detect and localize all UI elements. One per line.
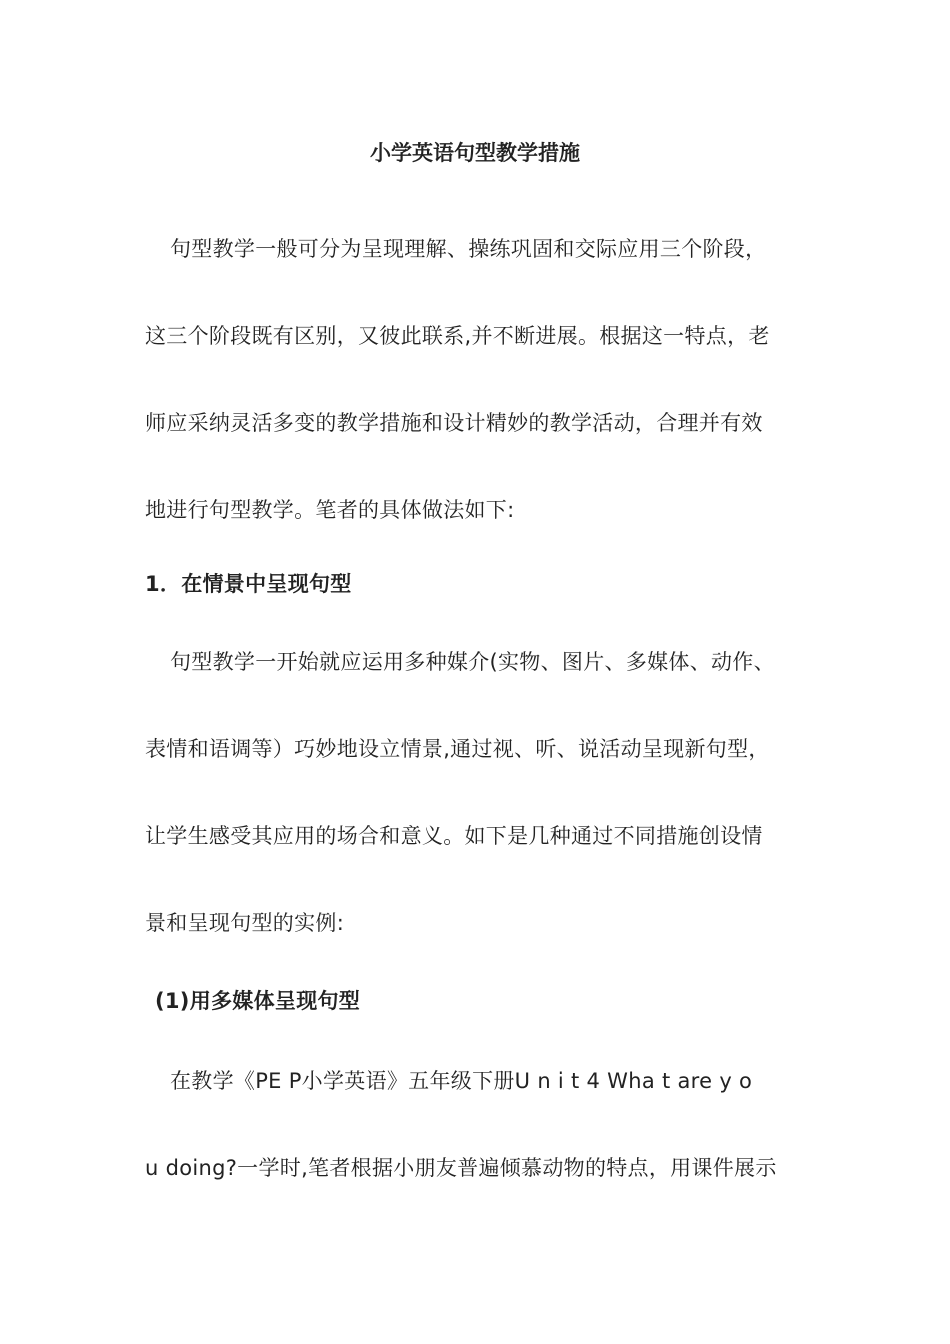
paragraph-3-line-2: u doing?一学时,笔者根据小朋友普遍倾慕动物的特点，用课件展示 (145, 1156, 777, 1180)
document-title: 小学英语句型教学措施 (370, 141, 580, 165)
paragraph-2-line-1: 句型教学一开始就应运用多种媒介(实物、图片、多媒体、动作、 (170, 650, 775, 674)
paragraph-1-line-2: 这三个阶段既有区别，又彼此联系,并不断进展。根据这一特点，老 (145, 324, 770, 348)
section-1-heading: 1．在情景中呈现句型 (145, 572, 352, 596)
paragraph-3-line-1: 在教学《PE P小学英语》五年级下册U n i t 4 Wha t are y o (170, 1069, 753, 1093)
paragraph-1-line-4: 地进行句型教学。笔者的具体做法如下: (145, 498, 515, 522)
paragraph-1-line-1: 句型教学一般可分为呈现理解、操练巩固和交际应用三个阶段， (170, 237, 767, 261)
paragraph-1-line-3: 师应采纳灵活多变的教学措施和设计精妙的教学活动，合理并有效 (145, 411, 763, 435)
subsection-1-heading: (1)用多媒体呈现句型 (155, 989, 361, 1013)
paragraph-2-line-4: 景和呈现句型的实例: (145, 911, 345, 935)
paragraph-2-line-2: 表情和语调等）巧妙地设立情景,通过视、听、说活动呈现新句型， (145, 737, 770, 761)
paragraph-2-line-3: 让学生感受其应用的场合和意义。如下是几种通过不同措施创设情 (145, 824, 763, 848)
